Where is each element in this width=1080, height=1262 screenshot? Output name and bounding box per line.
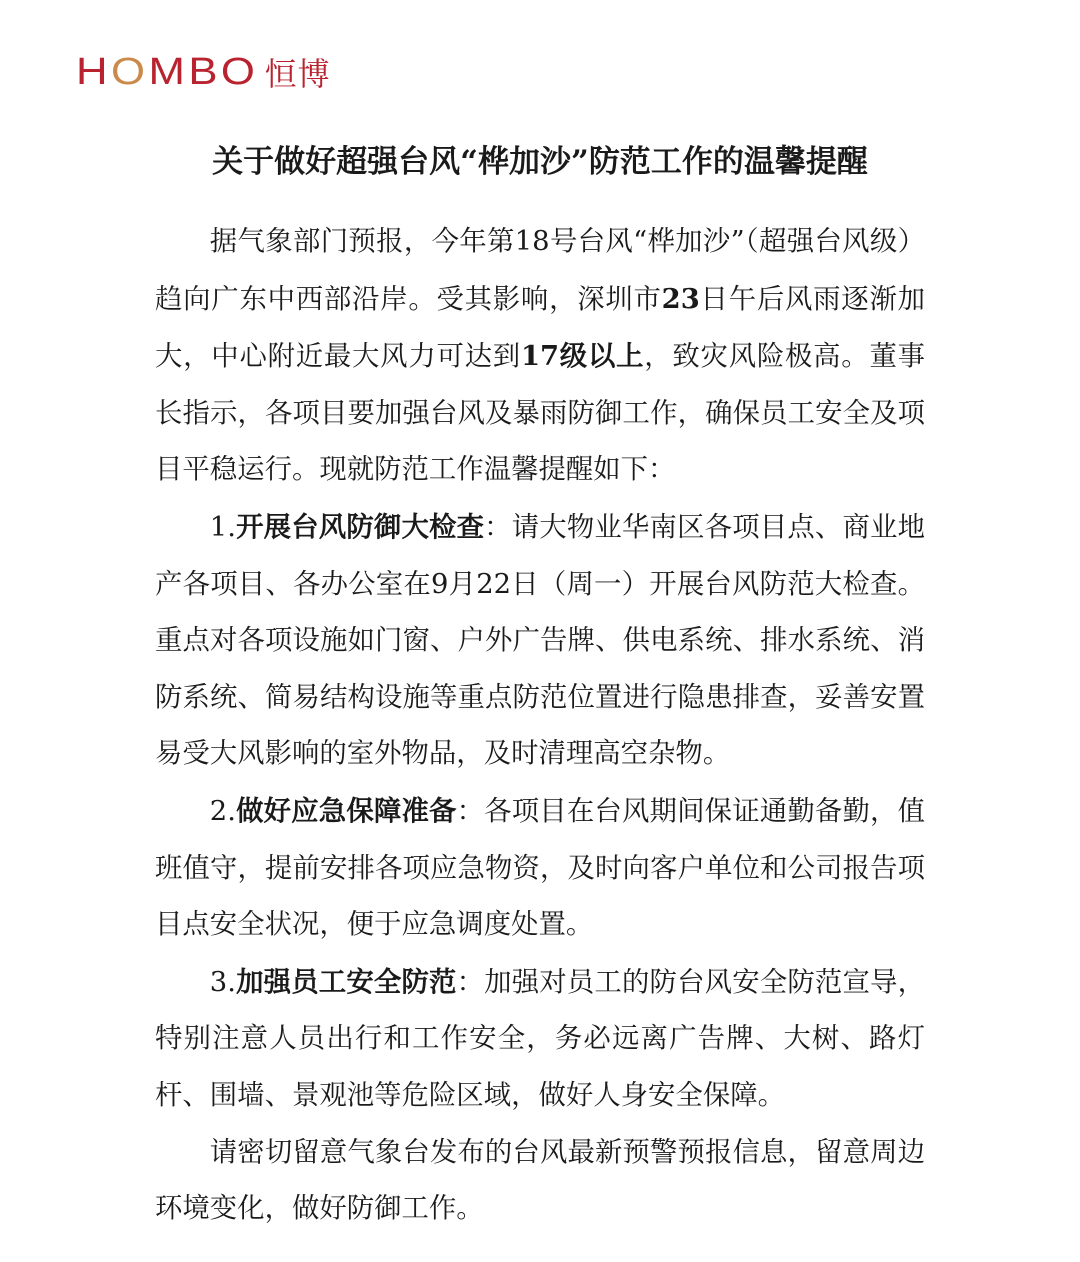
text-segment: ：加强对员工的防台风安全防范宣导，特别注意人员出行和工作安全，务必远离广告牌、大树、路灯杆、围墙、景观池等危险区域，做好人身安全保障。 [155, 966, 925, 1111]
logo-wordmark [76, 51, 258, 94]
bold-text: 17级以上 [520, 340, 645, 373]
bold-text: 23 [661, 282, 700, 315]
logo-chinese: 恒博 [264, 55, 331, 93]
paragraph [155, 783, 925, 954]
paragraph [155, 1125, 925, 1238]
logo-letter: H [76, 50, 112, 93]
hombo-logo [76, 52, 331, 92]
paragraph [155, 214, 925, 499]
text-segment: 请密切留意气象台发布的台风最新预警预报信息，留意周边环境变化，做好防御工作。 [155, 1136, 925, 1225]
text-segment: ，致灾风险极高。董事长指示，各项目要加强台风及暴雨防御工作，确保员工安全及项目平稳运行。现就防范工作温馨提醒如下： [155, 341, 925, 486]
text-segment: ：各项目在台风期间保证通勤备勤，值班值守，提前安排各项应急物资，及时向客户单位和公司报告项目点安全状况，便于应急调度处置。 [155, 795, 925, 941]
paragraph [155, 499, 925, 783]
document-title: 关于做好超强台风“桦加沙”防范工作的温馨提醒 [212, 144, 868, 180]
text-segment: 据气象部门预报，今年第18号台风“桦加沙”（超强台风级）趋向广东中西部沿岸。受其影响，深圳市 [155, 226, 925, 315]
bold-text: 开展台风防御大检查 [235, 510, 485, 543]
text-segment: 日午后风雨逐渐加大，中心附近最大风力可达到 [155, 283, 925, 373]
text-segment: 3. [209, 966, 236, 998]
text-segment: 1. [209, 511, 236, 543]
bold-text: 做好应急保障准备 [235, 794, 457, 827]
logo-letter-o: O [111, 50, 149, 93]
text-segment: 2. [209, 795, 236, 827]
paragraph [155, 954, 925, 1125]
document-body [155, 214, 925, 1238]
bold-text: 加强员工安全防范 [235, 965, 457, 998]
text-segment: ：请大物业华南区各项目点、商业地产各项目、各办公室在9月22日（周一）开展台风防范大检查。重点对各项设施如门窗、户外广告牌、供电系统、排水系统、消防系统、简易结构设施等重点防范位置进行隐患排查，妥善安置易受大风影响的室外物品，及时清理高空杂物。 [155, 511, 925, 770]
logo-letters: MBO [148, 50, 259, 93]
